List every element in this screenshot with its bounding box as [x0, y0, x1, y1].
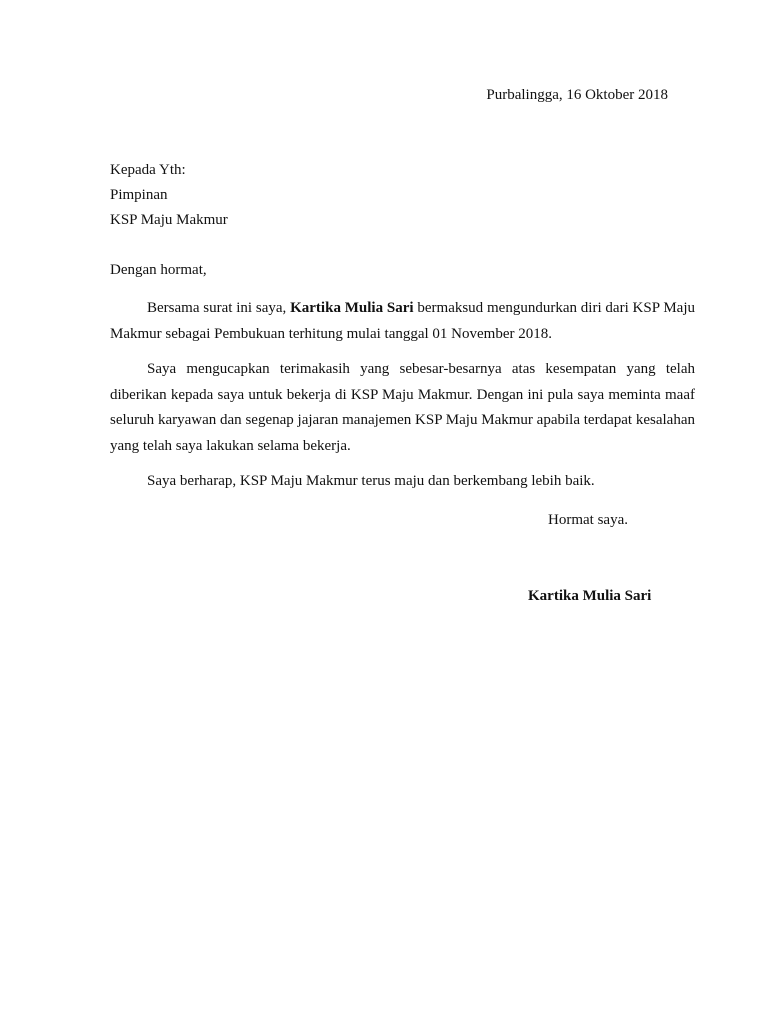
paragraph-resignation-intro: Bersama surat ini saya, [147, 300, 291, 316]
paragraph-resignation [110, 296, 695, 347]
paragraph-resignation-rest: bermaksud mengundurkan diri dari KSP Maju Makmur sebagai Pembukuan terhitung mulai tanggal 01 November 2018. [110, 300, 695, 342]
signature-name: Kartika Mulia Sari [528, 588, 652, 604]
closing: Hormat saya. [548, 512, 628, 528]
place-date: Purbalingga, 16 Oktober 2018 [486, 87, 668, 103]
recipient-title: Pimpinan [110, 187, 168, 203]
recipient-block [110, 161, 695, 236]
salutation: Dengan hormat, [110, 262, 207, 278]
recipient-greeting: Kepada Yth: [110, 162, 186, 178]
sender-name-inline: Kartika Mulia Sari [290, 300, 414, 316]
recipient-organization: KSP Maju Makmur [110, 212, 228, 228]
paragraph-gratitude: Saya mengucapkan terimakasih yang sebesar-besarnya atas kesempatan yang telah diberikan kepada saya untuk bekerja di KSP Maju Makmur. Dengan ini pula saya meminta maaf seluruh karyawan dan segenap jajaran manajemen KSP Maju Makmur apabila terdapat kesalahan yang telah saya lakukan selama bekerja. [110, 361, 695, 454]
letter-body [110, 296, 695, 505]
paragraph-wish: Saya berharap, KSP Maju Makmur terus maju dan berkembang lebih baik. [147, 473, 595, 489]
